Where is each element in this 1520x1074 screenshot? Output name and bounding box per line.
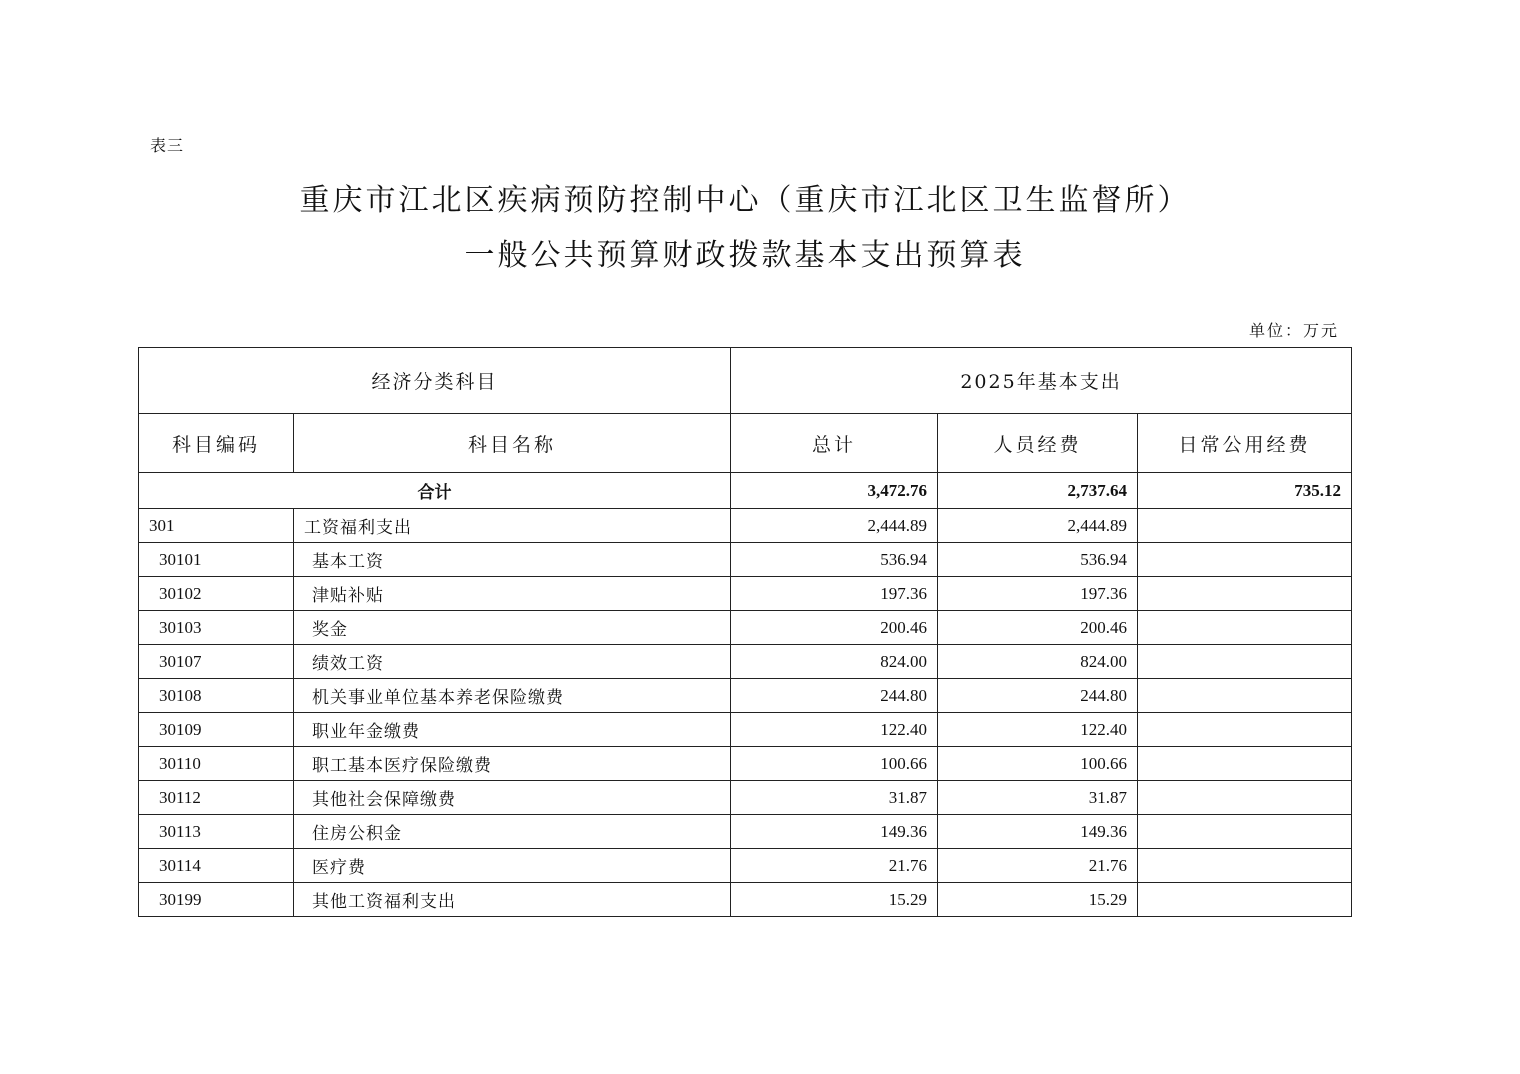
- header-name: 科目名称: [294, 414, 731, 473]
- budget-table: [138, 347, 1352, 917]
- row-code: 30107: [139, 645, 294, 679]
- total-row: [139, 473, 1352, 509]
- row-name: 其他社会保障缴费: [294, 781, 731, 815]
- row-total: 149.36: [731, 815, 938, 849]
- row-name: 工资福利支出: [294, 509, 731, 543]
- row-name: 住房公积金: [294, 815, 731, 849]
- row-name: 绩效工资: [294, 645, 731, 679]
- table-row: [139, 577, 1352, 611]
- table-row: [139, 611, 1352, 645]
- row-public: [1138, 543, 1352, 577]
- table-row: [139, 747, 1352, 781]
- row-code: 30103: [139, 611, 294, 645]
- row-public: [1138, 713, 1352, 747]
- row-name: 职业年金缴费: [294, 713, 731, 747]
- row-total: 122.40: [731, 713, 938, 747]
- header-public: 日常公用经费: [1138, 414, 1352, 473]
- row-personnel: 149.36: [938, 815, 1138, 849]
- row-personnel: 21.76: [938, 849, 1138, 883]
- row-name: 职工基本医疗保险缴费: [294, 747, 731, 781]
- row-code: 30113: [139, 815, 294, 849]
- total-personnel: 2,737.64: [938, 473, 1138, 509]
- total-label: 合计: [139, 473, 731, 509]
- header-code: 科目编码: [139, 414, 294, 473]
- table-row: [139, 781, 1352, 815]
- table-row: [139, 679, 1352, 713]
- row-total: 824.00: [731, 645, 938, 679]
- row-total: 2,444.89: [731, 509, 938, 543]
- row-name: 基本工资: [294, 543, 731, 577]
- row-public: [1138, 849, 1352, 883]
- table-row: [139, 713, 1352, 747]
- header-personnel: 人员经费: [938, 414, 1138, 473]
- row-total: 536.94: [731, 543, 938, 577]
- unit-label: 单位：万元: [1248, 321, 1339, 340]
- row-public: [1138, 781, 1352, 815]
- row-personnel: 197.36: [938, 577, 1138, 611]
- table-label: 表三: [150, 136, 185, 155]
- row-code: 30110: [139, 747, 294, 781]
- row-code: 30109: [139, 713, 294, 747]
- row-public: [1138, 883, 1352, 917]
- header-total: 总计: [731, 414, 938, 473]
- row-name: 津贴补贴: [294, 577, 731, 611]
- row-total: 200.46: [731, 611, 938, 645]
- table-row: [139, 849, 1352, 883]
- row-total: 15.29: [731, 883, 938, 917]
- row-name: 其他工资福利支出: [294, 883, 731, 917]
- row-code: 30199: [139, 883, 294, 917]
- row-code: 301: [139, 509, 294, 543]
- row-code: 30114: [139, 849, 294, 883]
- row-total: 31.87: [731, 781, 938, 815]
- row-personnel: 122.40: [938, 713, 1138, 747]
- header-row-2: [139, 414, 1352, 473]
- row-total: 21.76: [731, 849, 938, 883]
- row-public: [1138, 747, 1352, 781]
- document-title-line2: 一般公共预算财政拨款基本支出预算表: [464, 238, 1026, 273]
- row-code: 30102: [139, 577, 294, 611]
- row-personnel: 100.66: [938, 747, 1138, 781]
- row-personnel: 244.80: [938, 679, 1138, 713]
- row-public: [1138, 577, 1352, 611]
- header-basic-expenditure: 2025年基本支出: [731, 348, 1352, 414]
- row-public: [1138, 509, 1352, 543]
- row-public: [1138, 645, 1352, 679]
- row-name: 机关事业单位基本养老保险缴费: [294, 679, 731, 713]
- row-code: 30108: [139, 679, 294, 713]
- row-total: 197.36: [731, 577, 938, 611]
- row-personnel: 824.00: [938, 645, 1138, 679]
- table-row: [139, 543, 1352, 577]
- row-public: [1138, 611, 1352, 645]
- row-public: [1138, 815, 1352, 849]
- row-public: [1138, 679, 1352, 713]
- row-name: 医疗费: [294, 849, 731, 883]
- table-row: [139, 645, 1352, 679]
- row-personnel: 200.46: [938, 611, 1138, 645]
- row-personnel: 2,444.89: [938, 509, 1138, 543]
- header-row-1: [139, 348, 1352, 414]
- row-personnel: 536.94: [938, 543, 1138, 577]
- total-public: 735.12: [1138, 473, 1352, 509]
- row-personnel: 15.29: [938, 883, 1138, 917]
- row-total: 100.66: [731, 747, 938, 781]
- table-row: [139, 509, 1352, 543]
- row-name: 奖金: [294, 611, 731, 645]
- row-personnel: 31.87: [938, 781, 1138, 815]
- document-title-line1: 重庆市江北区疾病预防控制中心（重庆市江北区卫生监督所）: [299, 183, 1191, 218]
- table-row: [139, 815, 1352, 849]
- row-code: 30101: [139, 543, 294, 577]
- table-row: [139, 883, 1352, 917]
- header-econ-category: 经济分类科目: [139, 348, 731, 414]
- total-sum: 3,472.76: [731, 473, 938, 509]
- row-code: 30112: [139, 781, 294, 815]
- row-total: 244.80: [731, 679, 938, 713]
